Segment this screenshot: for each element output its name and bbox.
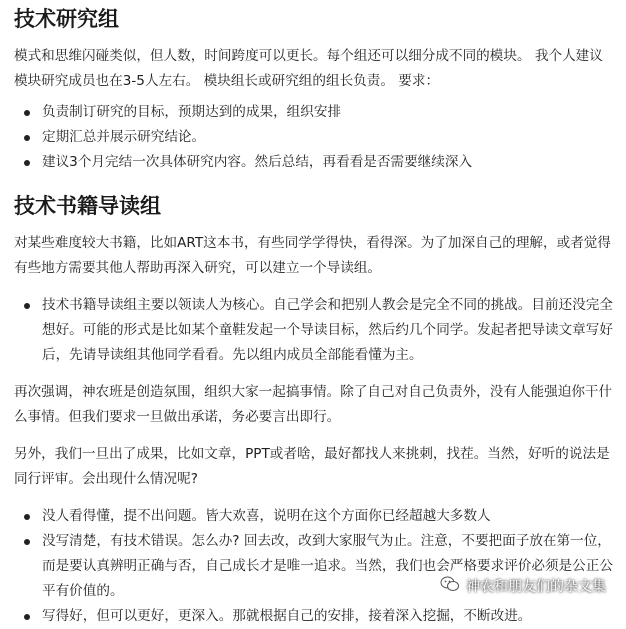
reading-intro: 对某些难度较大书籍，比如ART这本书，有些同学学得快，看得深。为了加深自己的理解，或者觉得有些地方需要其他人帮助再深入研究，可以建立一个导读组。 [14,235,611,276]
list-item: 建议3个月完结一次具体研究内容。然后总结，再看看是否需要继续深入 [14,150,614,175]
list-item: 没人看得懂，提不出问题。皆大欢喜，说明在这个方面你已经超越大多数人 [14,504,614,529]
list-item: 写得好，但可以更好，更深入。那就根据自己的安排，接着深入挖掘，不断改进。 [14,604,614,629]
watermark-text: 神农和朋友们的杂文集 [466,579,606,595]
list-item: 没写清楚，有技术错误。怎么办? 回去改，改到大家服气为止。注意，不要把面子放在第一位，而是要认真辨明正确与否，自己成长才是唯一追求。当然，我们也会严格要求评价必须是公正公平有价值的。 [14,529,614,604]
article [14,0,614,629]
review-paragraph: 另外，我们一旦出了成果，比如文章，PPT或者啥，最好都找人来挑刺，找茬。当然，好听的说法是同行评审。会出现什么情况呢? [14,446,610,487]
list-item: 定期汇总并展示研究结论。 [14,125,614,150]
watermark [440,576,606,596]
section-title-research: 技术研究组 [14,7,119,31]
wechat-icon [440,576,460,596]
research-requirements-list [14,100,614,175]
emphasis-paragraph: 再次强调，神农班是创造氛围，组织大家一起搞事情。除了自己对自己负责外，没有人能强迫你干什么事情。但我们要求一旦做出承诺，务必要言出即行。 [14,384,613,425]
section-title-reading: 技术书籍导读组 [14,194,161,218]
reading-list [14,293,614,368]
review-outcomes-list [14,504,614,629]
list-item: 技术书籍导读组主要以领读人为核心。自己学会和把别人教会是完全不同的挑战。目前还没完全想好。可能的形式是比如某个童鞋发起一个导读目标，然后约几个同学。发起者把导读文章写好后，先请导读组其他同学看看。先以组内成员全部能看懂为主。 [14,293,614,368]
list-item: 负责制订研究的目标，预期达到的成果，组织安排 [14,100,614,125]
research-intro: 模式和思维闪碰类似，但人数，时间跨度可以更长。每个组还可以细分成不同的模块。 我个人建议模块研究成员也在3-5人左右。 模块组长或研究组的组长负责。 要求： [14,48,603,89]
